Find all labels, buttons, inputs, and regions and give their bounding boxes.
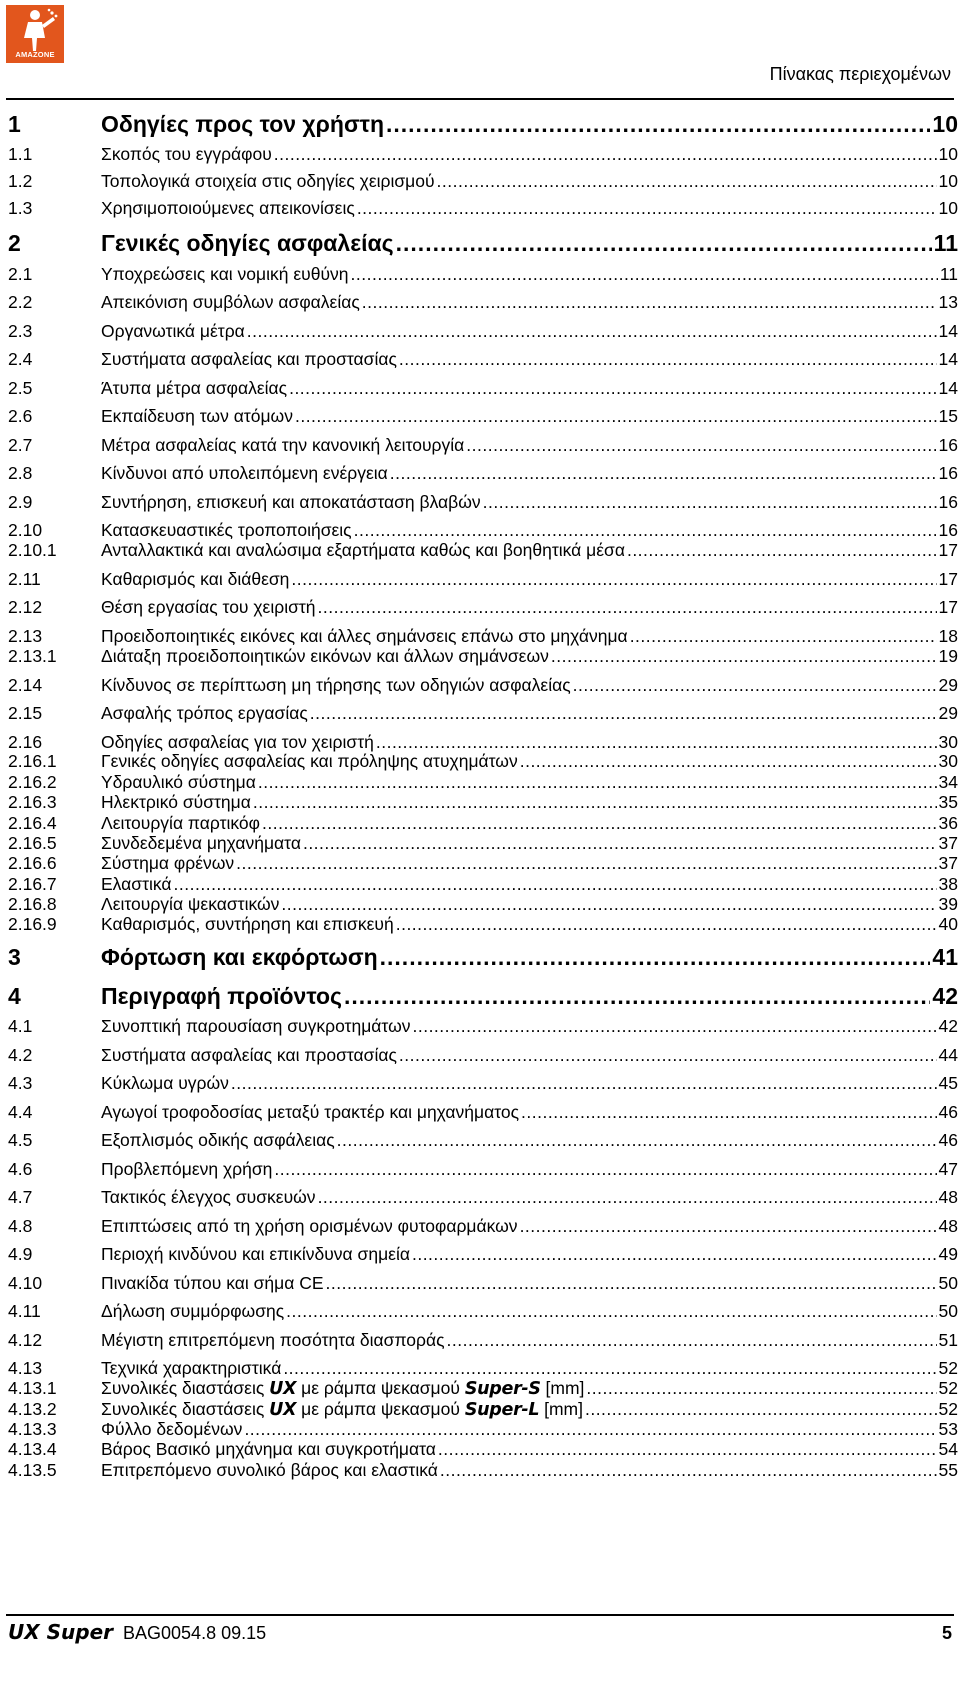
toc-entry-title: Προειδοποιητικές εικόνες και άλλες σημάνσεις επάνω στο μηχάνημα — [101, 626, 628, 646]
toc-entry-page: 40 — [938, 914, 958, 934]
toc-entry-number: 2.10 — [8, 520, 43, 540]
toc-entry-page: 11 — [933, 230, 958, 256]
toc-entry-number: 2.16.1 — [8, 751, 57, 771]
toc-dot-leader — [174, 874, 937, 895]
toc-dot-leader — [295, 406, 937, 427]
toc-entry-title: Σκοπός του εγγράφου — [101, 144, 272, 164]
toc-entry-page: 19 — [938, 646, 958, 666]
toc-title-part: Συνολικές διαστάσεις — [101, 1378, 270, 1398]
footer-page-number: 5 — [941, 1623, 952, 1643]
toc-entry-number: 2.16.4 — [8, 813, 57, 833]
toc-section-entry[interactable] — [8, 1419, 958, 1440]
toc-dot-leader — [283, 1358, 936, 1379]
toc-entry-page: 50 — [938, 1301, 958, 1321]
toc-section-entry[interactable] — [8, 1159, 958, 1180]
toc-dot-leader — [483, 492, 937, 513]
toc-chapter-entry[interactable] — [8, 230, 958, 257]
toc-entry-number: 2.15 — [8, 703, 43, 723]
toc-entry-title: Σύστημα φρένων — [101, 853, 235, 873]
toc-dot-leader — [386, 111, 930, 138]
toc-entry-number: 1.3 — [8, 198, 33, 218]
toc-entry-number: 2.10.1 — [8, 540, 57, 560]
toc-entry-page: 10 — [938, 171, 958, 191]
toc-dot-leader — [362, 292, 937, 313]
toc-section-entry[interactable] — [8, 1399, 958, 1420]
toc-section-entry[interactable] — [8, 1216, 958, 1237]
toc-entry-title: Υποχρεώσεις και νομική ευθύνη — [101, 264, 349, 284]
toc-entry-number: 4.12 — [8, 1330, 43, 1350]
toc-section-entry[interactable] — [8, 914, 958, 935]
toc-dot-leader — [586, 1378, 936, 1399]
toc-entry-title: Μέτρα ασφαλείας κατά την κανονική λειτουργία — [101, 435, 465, 455]
toc-entry-title: Λειτουργία παρτικόφ — [101, 813, 260, 833]
toc-dot-leader — [318, 1187, 937, 1208]
toc-dot-leader — [291, 569, 936, 590]
toc-entry-number: 1.1 — [8, 144, 33, 164]
toc-title-part: UX — [269, 1400, 297, 1420]
toc-entry-title: Φόρτωση και εκφόρτωση — [101, 944, 378, 970]
toc-section-entry[interactable] — [8, 492, 958, 513]
toc-entry-title: Θέση εργασίας του χειριστή — [101, 597, 316, 617]
toc-section-entry[interactable] — [8, 1273, 958, 1294]
toc-entry-page: 46 — [938, 1130, 958, 1150]
toc-dot-leader — [247, 321, 937, 342]
toc-dot-leader — [447, 1330, 937, 1351]
toc-entry-page: 45 — [938, 1073, 958, 1093]
toc-section-entry[interactable] — [8, 520, 958, 541]
page-footer — [8, 1620, 952, 1644]
toc-entry-number: 4 — [8, 983, 21, 1009]
toc-entry-title: Βάρος Βασικό μηχάνημα και συγκροτήματα — [101, 1439, 436, 1459]
toc-section-entry[interactable] — [8, 1378, 958, 1399]
toc-dot-leader — [286, 1301, 936, 1322]
toc-dot-leader — [399, 1045, 937, 1066]
toc-entry-title: Δήλωση συμμόρφωσης — [101, 1301, 285, 1321]
toc-entry-number: 4.13.5 — [8, 1460, 57, 1480]
toc-entry-page: 41 — [932, 944, 958, 970]
toc-section-entry[interactable] — [8, 198, 958, 219]
toc-entry-title: Ηλεκτρικό σύστημα — [101, 792, 251, 812]
toc-entry-title: Εκπαίδευση των ατόμων — [101, 406, 293, 426]
toc-section-entry[interactable] — [8, 626, 958, 647]
toc-dot-leader — [274, 1159, 936, 1180]
toc-dot-leader — [466, 435, 936, 456]
toc-entry-number: 4.13.3 — [8, 1419, 57, 1439]
toc-entry-page: 53 — [938, 1419, 958, 1439]
toc-section-entry[interactable] — [8, 792, 958, 813]
toc-title-part: [mm] — [539, 1399, 583, 1419]
logo-wordmark: AMAZONE — [15, 50, 55, 59]
header-divider — [6, 98, 954, 100]
toc-entry-page: 46 — [938, 1102, 958, 1122]
toc-dot-leader — [521, 1102, 937, 1123]
toc-entry-title: Γενικές οδηγίες ασφαλείας — [101, 230, 394, 256]
toc-entry-title: Αγωγοί τροφοδοσίας μεταξύ τρακτέρ και μηχανήματος — [101, 1102, 520, 1122]
toc-entry-title: Προβλεπόμενη χρήση — [101, 1159, 273, 1179]
toc-dot-leader — [236, 853, 936, 874]
toc-dot-leader — [573, 675, 937, 696]
toc-entry-page: 48 — [938, 1187, 958, 1207]
toc-entry-number: 4.2 — [8, 1045, 33, 1065]
toc-section-entry[interactable] — [8, 540, 958, 561]
toc-entry-title: Συνοπτική παρουσίαση συγκροτημάτων — [101, 1016, 411, 1036]
toc-dot-leader — [318, 597, 937, 618]
toc-dot-leader — [412, 1016, 936, 1037]
toc-dot-leader — [551, 646, 937, 667]
toc-entry-number: 4.10 — [8, 1273, 43, 1293]
toc-entry-title: Τοπολογικά στοιχεία στις οδηγίες χειρισμού — [101, 171, 435, 191]
toc-dot-leader — [274, 144, 937, 165]
toc-dot-leader — [520, 751, 937, 772]
toc-entry-page: 36 — [938, 813, 958, 833]
toc-entry-page: 30 — [938, 732, 958, 752]
toc-entry-page: 47 — [938, 1159, 958, 1179]
toc-entry-number: 2.4 — [8, 349, 33, 369]
toc-dot-leader — [412, 1244, 937, 1265]
toc-chapter-entry[interactable] — [8, 944, 958, 971]
toc-entry-title: Εξοπλισμός οδικής ασφάλειας — [101, 1130, 335, 1150]
toc-entry-page: 37 — [938, 833, 958, 853]
toc-entry-number: 2.12 — [8, 597, 43, 617]
toc-entry-title: Επιπτώσεις από τη χρήση ορισμένων φυτοφαρμάκων — [101, 1216, 518, 1236]
toc-title-part: [mm] — [540, 1378, 585, 1398]
toc-entry-title — [101, 1399, 583, 1420]
toc-entry-title: Υδραυλικό σύστημα — [101, 772, 256, 792]
toc-section-entry[interactable] — [8, 171, 958, 192]
toc-entry-title: Ανταλλακτικά και αναλώσιμα εξαρτήματα καθώς και βοηθητικά μέσα — [101, 540, 625, 560]
toc-entry-number: 1.2 — [8, 171, 33, 191]
toc-entry-number: 2.14 — [8, 675, 43, 695]
toc-entry-page: 44 — [938, 1045, 958, 1065]
toc-entry-title: Μέγιστη επιτρεπόμενη ποσότητα διασποράς — [101, 1330, 445, 1350]
toc-title-part: UX — [269, 1379, 297, 1399]
toc-entry-title: Κίνδυνοι από υπολειπόμενη ενέργεια — [101, 463, 388, 483]
toc-entry-number: 2.13.1 — [8, 646, 57, 666]
toc-entry-page: 13 — [938, 292, 958, 312]
toc-entry-number: 2.7 — [8, 435, 33, 455]
toc-entry-page: 48 — [938, 1216, 958, 1236]
toc-entry-page: 52 — [938, 1399, 958, 1419]
toc-entry-number: 4.4 — [8, 1102, 33, 1122]
toc-dot-leader — [399, 349, 937, 370]
toc-entry-title: Γενικές οδηγίες ασφαλείας και πρόληψης ατυχημάτων — [101, 751, 518, 771]
toc-entry-title: Συνδεδεμένα μηχανήματα — [101, 833, 301, 853]
toc-section-entry[interactable] — [8, 321, 958, 342]
toc-section-entry[interactable] — [8, 1187, 958, 1208]
toc-entry-title: Κατασκευαστικές τροποποιήσεις — [101, 520, 352, 540]
toc-section-entry[interactable] — [8, 1102, 958, 1123]
toc-entry-title: Συστήματα ασφαλείας και προστασίας — [101, 1045, 397, 1065]
footer-doc-code: BAG0054.8 09.15 — [123, 1623, 267, 1643]
toc-chapter-entry[interactable] — [8, 983, 958, 1010]
toc-entry-page: 34 — [938, 772, 958, 792]
toc-entry-number: 2.2 — [8, 292, 33, 312]
toc-entry-title: Πινακίδα τύπου και σήμα CE — [101, 1273, 324, 1293]
toc-dot-leader — [376, 732, 937, 753]
toc-entry-page: 52 — [938, 1378, 958, 1398]
toc-entry-page: 51 — [938, 1330, 958, 1350]
toc-entry-title: Απεικόνιση συμβόλων ασφαλείας — [101, 292, 360, 312]
toc-section-entry[interactable] — [8, 646, 958, 667]
toc-entry-number: 4.13.1 — [8, 1378, 57, 1398]
toc-entry-page: 42 — [932, 983, 958, 1009]
toc-entry-number: 2.16.6 — [8, 853, 57, 873]
toc-entry-number: 4.11 — [8, 1301, 41, 1321]
toc-entry-title: Κίνδυνος σε περίπτωση μη τήρησης των οδηγιών ασφαλείας — [101, 675, 571, 695]
toc-dot-leader — [351, 264, 938, 285]
toc-entry-number: 2.1 — [8, 264, 33, 284]
toc-entry-page: 30 — [938, 751, 958, 771]
toc-entry-page: 15 — [938, 406, 958, 426]
toc-entry-title: Άτυπα μέτρα ασφαλείας — [101, 378, 288, 398]
toc-entry-page: 39 — [938, 894, 958, 914]
toc-entry-page: 11 — [939, 264, 958, 284]
toc-entry-title: Ασφαλής τρόπος εργασίας — [101, 703, 308, 723]
toc-entry-number: 2.16.2 — [8, 772, 57, 792]
toc-dot-leader — [627, 540, 937, 561]
toc-dot-leader — [437, 171, 937, 192]
toc-entry-number: 2.5 — [8, 378, 33, 398]
toc-entry-page: 17 — [938, 540, 958, 560]
toc-entry-number: 2.16.8 — [8, 894, 57, 914]
toc-entry-page: 16 — [938, 492, 958, 512]
toc-entry-page: 42 — [938, 1016, 958, 1036]
toc-entry-number: 1 — [8, 111, 21, 137]
toc-section-entry[interactable] — [8, 894, 958, 915]
toc-dot-leader — [253, 792, 937, 813]
toc-entry-number: 4.3 — [8, 1073, 33, 1093]
toc-entry-page: 16 — [938, 520, 958, 540]
toc-title-part: Super-S — [464, 1379, 541, 1399]
toc-section-entry[interactable] — [8, 435, 958, 456]
toc-entry-number: 4.6 — [8, 1159, 33, 1179]
toc-entry-title: Τακτικός έλεγχος συσκευών — [101, 1187, 316, 1207]
page-header-title: Πίνακας περιεχομένων — [769, 64, 951, 84]
footer-divider — [6, 1614, 954, 1616]
toc-dot-leader — [630, 626, 937, 647]
toc-entry-page: 18 — [938, 626, 958, 646]
toc-entry-page: 52 — [938, 1358, 958, 1378]
toc-section-entry[interactable] — [8, 349, 958, 370]
toc-entry-page: 17 — [938, 597, 958, 617]
toc-section-entry[interactable] — [8, 1358, 958, 1379]
toc-entry-page: 17 — [938, 569, 958, 589]
toc-entry-page: 14 — [938, 349, 958, 369]
toc-dot-leader — [354, 520, 937, 541]
toc-dot-leader — [289, 378, 936, 399]
toc-entry-page: 10 — [938, 198, 958, 218]
toc-title-part: Super-L — [464, 1400, 540, 1420]
toc-section-entry[interactable] — [8, 1460, 958, 1481]
toc-entry-number: 2.16.9 — [8, 914, 57, 934]
toc-section-entry[interactable] — [8, 751, 958, 772]
toc-entry-title: Φύλλο δεδομένων — [101, 1419, 243, 1439]
toc-section-entry[interactable] — [8, 1045, 958, 1066]
toc-section-entry[interactable] — [8, 463, 958, 484]
toc-chapter-entry[interactable] — [8, 111, 958, 138]
toc-entry-number: 2 — [8, 230, 21, 256]
toc-dot-leader — [231, 1073, 937, 1094]
toc-dot-leader — [440, 1460, 937, 1481]
toc-entry-page: 54 — [938, 1439, 958, 1459]
toc-dot-leader — [244, 1419, 936, 1440]
toc-entry-number: 3 — [8, 944, 21, 970]
toc-entry-number: 2.16.5 — [8, 833, 57, 853]
toc-entry-title: Χρησιμοποιούμενες απεικονίσεις — [101, 198, 355, 218]
toc-entry-page: 55 — [938, 1460, 958, 1480]
toc-entry-page: 49 — [938, 1244, 958, 1264]
toc-entry-number: 4.5 — [8, 1130, 33, 1150]
toc-dot-leader — [390, 463, 937, 484]
toc-title-part: με ράμπα ψεκασμού — [296, 1378, 465, 1398]
toc-entry-page: 29 — [938, 675, 958, 695]
toc-entry-page: 37 — [938, 853, 958, 873]
toc-section-entry[interactable] — [8, 1073, 958, 1094]
toc-entry-title: Ελαστικά — [101, 874, 172, 894]
toc-entry-title: Οδηγίες προς τον χρήστη — [101, 111, 384, 137]
toc-dot-leader — [396, 230, 932, 257]
toc-dot-leader — [281, 894, 936, 915]
toc-entry-title: Συστήματα ασφαλείας και προστασίας — [101, 349, 397, 369]
amazone-logo — [6, 5, 64, 63]
toc-section-entry[interactable] — [8, 732, 958, 753]
toc-section-entry[interactable] — [8, 675, 958, 696]
toc-entry-title: Περιγραφή προϊόντος — [101, 983, 342, 1009]
toc-entry-page: 16 — [938, 463, 958, 483]
toc-section-entry[interactable] — [8, 1301, 958, 1322]
toc-dot-leader — [438, 1439, 937, 1460]
toc-entry-number: 2.6 — [8, 406, 33, 426]
toc-dot-leader — [258, 772, 937, 793]
toc-entry-title: Οργανωτικά μέτρα — [101, 321, 245, 341]
toc-dot-leader — [520, 1216, 937, 1237]
toc-dot-leader — [262, 813, 937, 834]
toc-entry-number: 4.7 — [8, 1187, 33, 1207]
toc-entry-page: 50 — [938, 1273, 958, 1293]
toc-section-entry[interactable] — [8, 772, 958, 793]
toc-section-entry[interactable] — [8, 1244, 958, 1265]
toc-section-entry[interactable] — [8, 833, 958, 854]
toc-section-entry[interactable] — [8, 813, 958, 834]
toc-dot-leader — [357, 198, 937, 219]
toc-dot-leader — [303, 833, 937, 854]
toc-entry-page: 14 — [938, 378, 958, 398]
toc-entry-number: 2.11 — [8, 569, 41, 589]
toc-dot-leader — [380, 944, 931, 971]
toc-section-entry[interactable] — [8, 703, 958, 724]
toc-entry-number: 2.16 — [8, 732, 43, 752]
toc-section-entry[interactable] — [8, 569, 958, 590]
toc-entry-title: Οδηγίες ασφαλείας για τον χειριστή — [101, 732, 374, 752]
toc-entry-page: 35 — [938, 792, 958, 812]
toc-section-entry[interactable] — [8, 1439, 958, 1460]
toc-entry-number: 4.13 — [8, 1358, 43, 1378]
toc-entry-page: 29 — [938, 703, 958, 723]
toc-section-entry[interactable] — [8, 292, 958, 313]
toc-entry-title: Περιοχή κινδύνου και επικίνδυνα σημεία — [101, 1244, 410, 1264]
toc-entry-page: 14 — [938, 321, 958, 341]
toc-entry-title: Καθαρισμός, συντήρηση και επισκευή — [101, 914, 394, 934]
toc-entry-number: 2.16.3 — [8, 792, 57, 812]
toc-entry-page: 38 — [938, 874, 958, 894]
toc-entry-title: Συντήρηση, επισκευή και αποκατάσταση βλαβών — [101, 492, 481, 512]
toc-entry-title: Διάταξη προειδοποιητικών εικόνων και άλλων σημάνσεων — [101, 646, 549, 666]
toc-entry-number: 4.9 — [8, 1244, 33, 1264]
toc-section-entry[interactable] — [8, 597, 958, 618]
toc-section-entry[interactable] — [8, 1130, 958, 1151]
toc-entry-title: Επιτρεπόμενο συνολικό βάρος και ελαστικά — [101, 1460, 438, 1480]
toc-entry-number: 2.13 — [8, 626, 43, 646]
toc-entry-number: 2.9 — [8, 492, 33, 512]
toc-section-entry[interactable] — [8, 264, 958, 285]
toc-title-part: με ράμπα ψεκασμού — [296, 1399, 465, 1419]
toc-entry-number: 4.13.4 — [8, 1439, 57, 1459]
toc-entry-title: Λειτουργία ψεκαστικών — [101, 894, 280, 914]
toc-entry-page: 10 — [938, 144, 958, 164]
toc-section-entry[interactable] — [8, 1016, 958, 1037]
toc-entry-number: 4.13.2 — [8, 1399, 57, 1419]
toc-entry-number: 4.1 — [8, 1016, 33, 1036]
toc-entry-page: 16 — [938, 435, 958, 455]
toc-entry-title: Τεχνικά χαρακτηριστικά — [101, 1358, 282, 1378]
toc-entry-title: Καθαρισμός και διάθεση — [101, 569, 290, 589]
toc-dot-leader — [326, 1273, 937, 1294]
toc-section-entry[interactable] — [8, 144, 958, 165]
toc-dot-leader — [396, 914, 937, 935]
toc-dot-leader — [344, 983, 930, 1010]
toc-entry-number: 4.8 — [8, 1216, 33, 1236]
toc-dot-leader — [337, 1130, 937, 1151]
footer-model-name: UX Super — [8, 1620, 114, 1644]
toc-entry-title: Κύκλωμα υγρών — [101, 1073, 229, 1093]
toc-section-entry[interactable] — [8, 378, 958, 399]
toc-entry-number: 2.3 — [8, 321, 33, 341]
toc-dot-leader — [310, 703, 937, 724]
toc-title-part: Συνολικές διαστάσεις — [101, 1399, 270, 1419]
toc-entry-title — [101, 1378, 584, 1399]
toc-entry-page: 10 — [932, 111, 958, 137]
toc-section-entry[interactable] — [8, 874, 958, 895]
toc-dot-leader — [585, 1399, 937, 1420]
toc-section-entry[interactable] — [8, 1330, 958, 1351]
toc-entry-number: 2.16.7 — [8, 874, 57, 894]
toc-section-entry[interactable] — [8, 406, 958, 427]
toc-section-entry[interactable] — [8, 853, 958, 874]
toc-entry-number: 2.8 — [8, 463, 33, 483]
